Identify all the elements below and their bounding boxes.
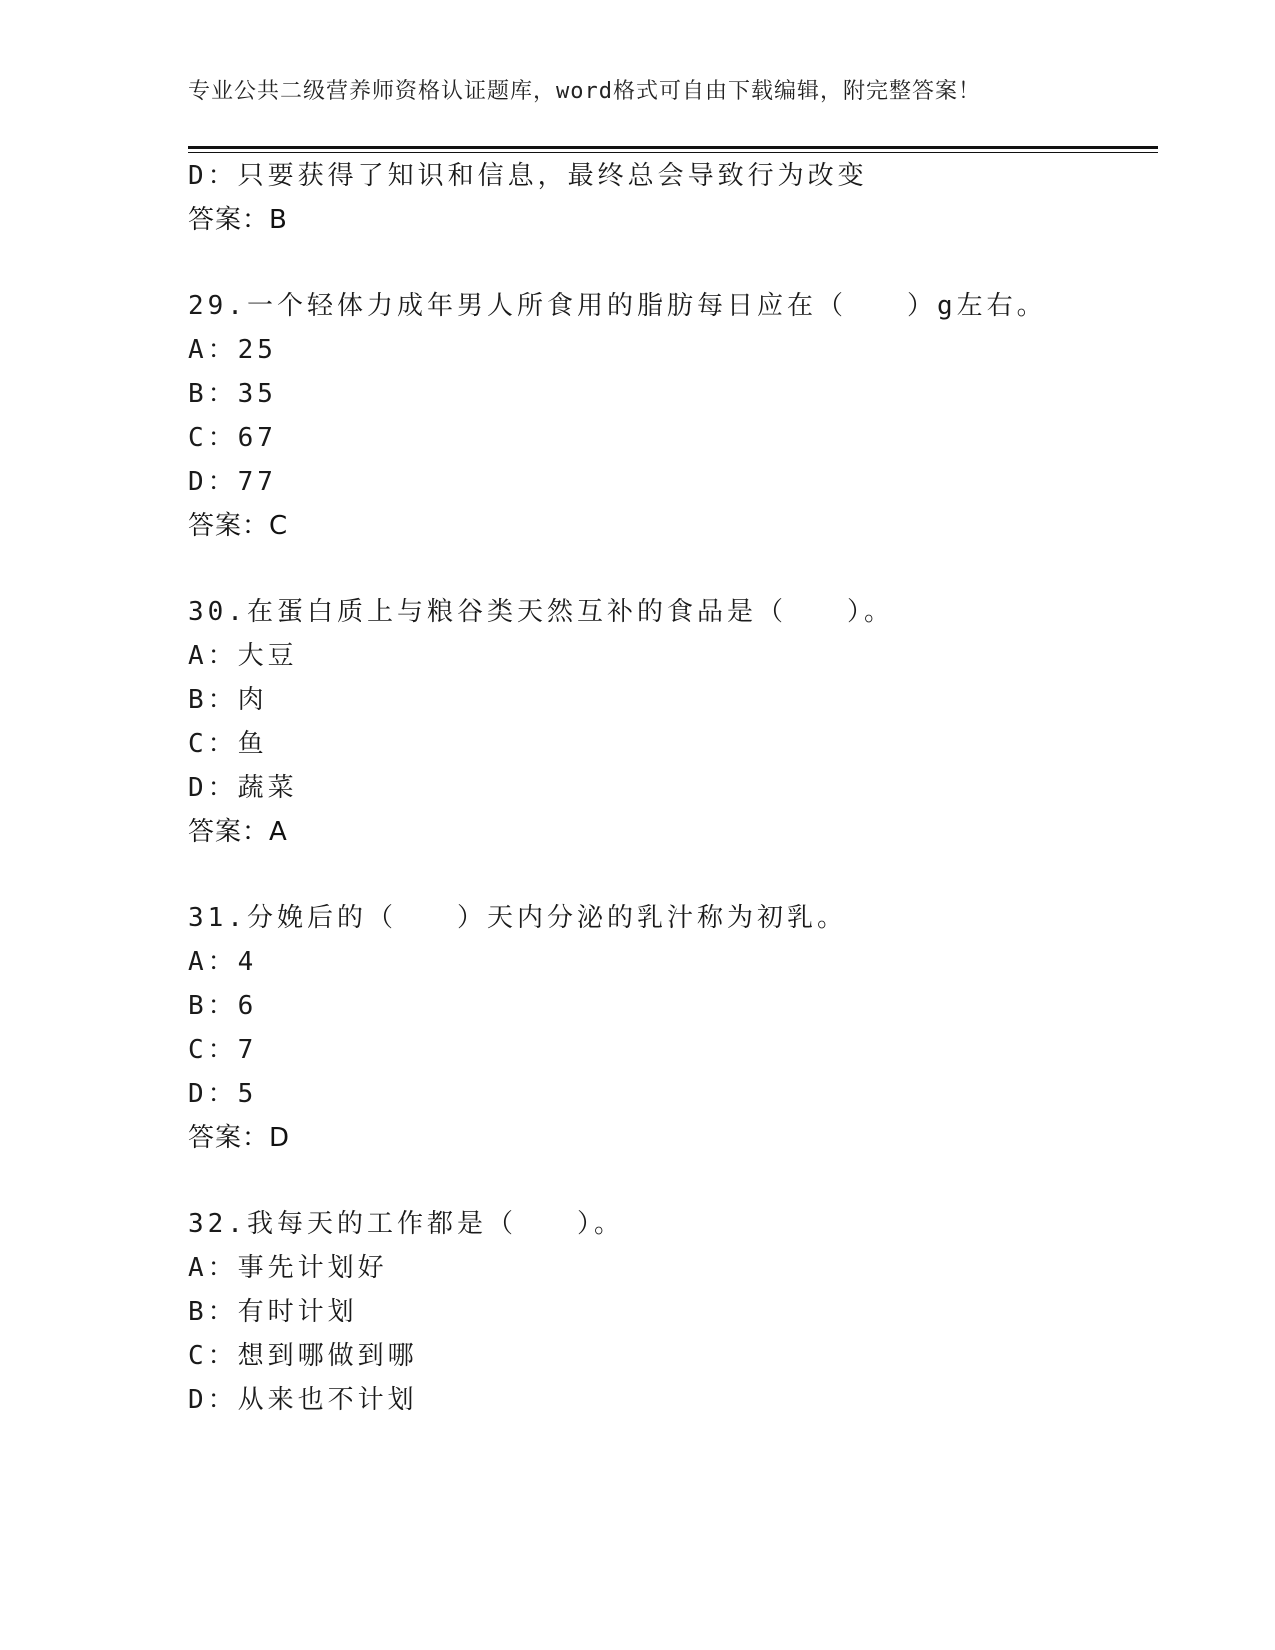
header-rule-thin xyxy=(188,152,1158,153)
header-rule-thick xyxy=(188,146,1158,149)
prev-answer: 答案：B xyxy=(188,205,288,235)
page-header: 专业公共二级营养师资格认证题库，word格式可自由下载编辑，附完整答案！ xyxy=(188,79,981,104)
question-30-stem: 30.在蛋白质上与粮谷类天然互补的食品是（ ）。 xyxy=(188,597,894,627)
question-31-option-b: B：6 xyxy=(188,991,258,1021)
question-31-answer: 答案：D xyxy=(188,1123,291,1153)
question-30-option-a: A：大豆 xyxy=(188,641,298,671)
question-31-stem: 31.分娩后的（ ）天内分泌的乳汁称为初乳。 xyxy=(188,903,847,933)
question-29-option-b: B：35 xyxy=(188,379,277,409)
question-31-option-a: A：4 xyxy=(188,947,258,977)
question-32-option-d: D：从来也不计划 xyxy=(188,1385,418,1415)
question-29-option-a: A：25 xyxy=(188,335,277,365)
question-32-option-b: B：有时计划 xyxy=(188,1297,358,1327)
question-31-option-c: C：7 xyxy=(188,1035,258,1065)
question-32-stem: 32.我每天的工作都是（ ）。 xyxy=(188,1209,624,1239)
question-30-option-d: D：蔬菜 xyxy=(188,773,298,803)
question-29-option-c: C：67 xyxy=(188,423,277,453)
question-29-answer: 答案：C xyxy=(188,511,289,541)
question-32-option-a: A：事先计划好 xyxy=(188,1253,388,1283)
question-29-stem: 29.一个轻体力成年男人所食用的脂肪每日应在（ ）g左右。 xyxy=(188,291,1047,321)
question-31-option-d: D：5 xyxy=(188,1079,258,1109)
question-30-answer: 答案：A xyxy=(188,817,288,847)
prev-option-d: D：只要获得了知识和信息，最终总会导致行为改变 xyxy=(188,161,868,191)
question-30-option-b: B：肉 xyxy=(188,685,268,715)
question-32-option-c: C：想到哪做到哪 xyxy=(188,1341,418,1371)
question-29-option-d: D：77 xyxy=(188,467,277,497)
question-30-option-c: C：鱼 xyxy=(188,729,268,759)
